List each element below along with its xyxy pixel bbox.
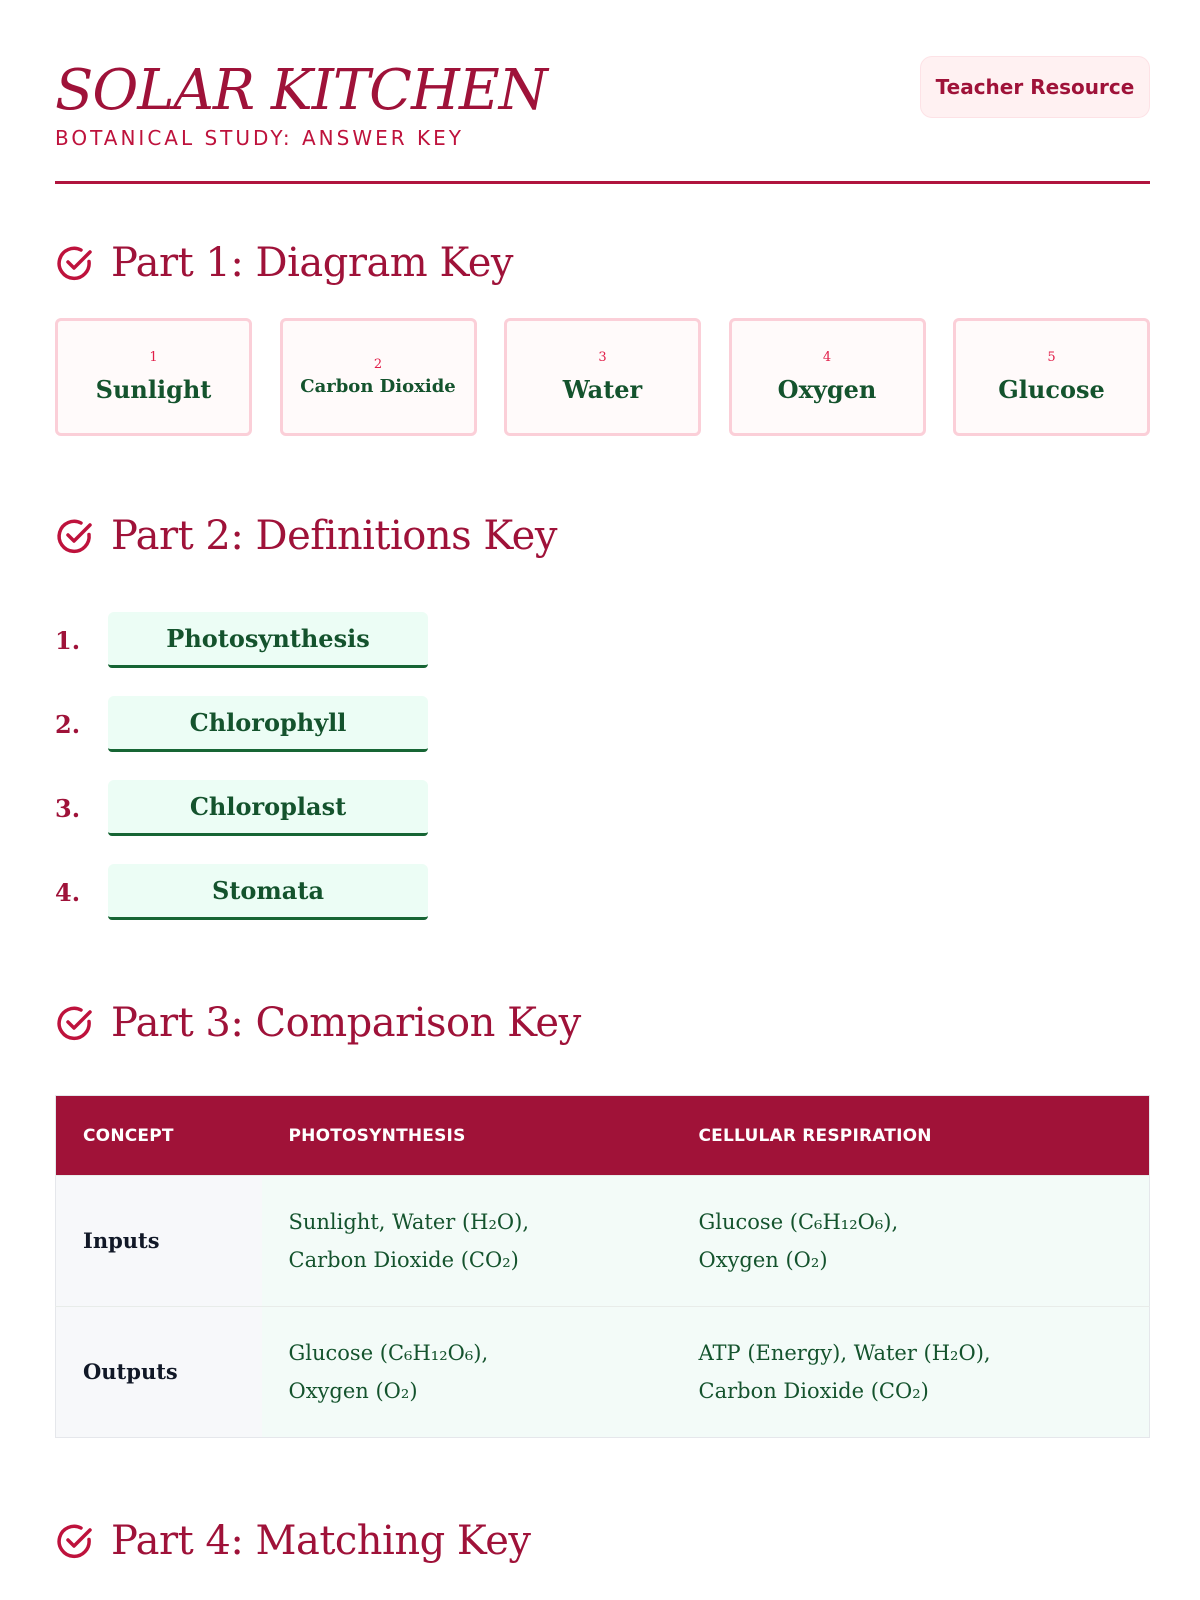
term-answer: Photosynthesis — [108, 612, 428, 668]
card-number: 5 — [1047, 350, 1056, 365]
part2-heading — [55, 513, 557, 559]
part1-title: Part 1: Diagram Key — [111, 240, 514, 286]
column-header: CELLULAR RESPIRATION — [672, 1096, 1150, 1176]
check-circle-icon — [55, 516, 95, 556]
card-number: 3 — [598, 350, 607, 365]
item-number: 2. — [55, 709, 81, 739]
card-label: Sunlight — [95, 375, 212, 404]
card-number: 2 — [373, 357, 383, 372]
card-label: Oxygen — [777, 375, 877, 404]
diagram-card — [729, 318, 926, 436]
item-number: 3. — [55, 793, 81, 823]
comparison-table — [55, 1095, 1150, 1438]
teacher-resource-badge: Teacher Resource — [920, 56, 1150, 118]
cell-line: Carbon Dioxide (CO₂) — [698, 1379, 929, 1403]
card-label: Carbon Dioxide — [300, 376, 456, 397]
column-header: PHOTOSYNTHESIS — [262, 1096, 672, 1176]
diagram-key-cards — [55, 318, 1150, 436]
table-row — [56, 1307, 1150, 1438]
part3-title: Part 3: Comparison Key — [111, 1000, 581, 1046]
column-header: CONCEPT — [56, 1096, 262, 1176]
list-item — [55, 696, 428, 752]
table-header-row — [56, 1096, 1150, 1176]
cell-line: Glucose (C₆H₁₂O₆), — [698, 1210, 899, 1234]
part1-heading — [55, 240, 513, 286]
page-subtitle: BOTANICAL STUDY: ANSWER KEY — [55, 126, 464, 150]
part4-title: Part 4: Matching Key — [111, 1518, 531, 1564]
part2-title: Part 2: Definitions Key — [111, 513, 557, 559]
card-number: 1 — [149, 350, 158, 365]
definitions-list — [55, 612, 428, 948]
photosynthesis-cell — [262, 1176, 672, 1307]
page-title: SOLAR KITCHEN — [55, 58, 547, 123]
term-answer: Chloroplast — [108, 780, 428, 836]
check-circle-icon — [55, 1003, 95, 1043]
cell-line: ATP (Energy), Water (H₂O), — [698, 1341, 991, 1365]
diagram-card — [504, 318, 701, 436]
part4-heading — [55, 1518, 531, 1564]
part3-heading — [55, 1000, 581, 1046]
cell-line: Oxygen (O₂) — [288, 1379, 418, 1403]
list-item — [55, 612, 428, 668]
card-label: Glucose — [998, 375, 1105, 404]
diagram-card — [280, 318, 477, 436]
photosynthesis-cell — [262, 1307, 672, 1438]
item-number: 1. — [55, 625, 81, 655]
page-header — [55, 56, 1150, 184]
card-label: Water — [562, 375, 643, 404]
term-answer: Stomata — [108, 864, 428, 920]
concept-cell: Outputs — [56, 1307, 262, 1438]
cell-line: Carbon Dioxide (CO₂) — [288, 1248, 519, 1272]
list-item — [55, 780, 428, 836]
concept-cell: Inputs — [56, 1176, 262, 1307]
cell-line: Sunlight, Water (H₂O), — [288, 1210, 529, 1234]
cell-line: Oxygen (O₂) — [698, 1248, 828, 1272]
check-circle-icon — [55, 1521, 95, 1561]
list-item — [55, 864, 428, 920]
card-number: 4 — [822, 350, 832, 365]
respiration-cell — [672, 1307, 1150, 1438]
item-number: 4. — [55, 877, 81, 907]
diagram-card — [55, 318, 252, 436]
term-answer: Chlorophyll — [108, 696, 428, 752]
check-circle-icon — [55, 243, 95, 283]
respiration-cell — [672, 1176, 1150, 1307]
diagram-card — [953, 318, 1150, 436]
cell-line: Glucose (C₆H₁₂O₆), — [288, 1341, 489, 1365]
table-row — [56, 1176, 1150, 1307]
